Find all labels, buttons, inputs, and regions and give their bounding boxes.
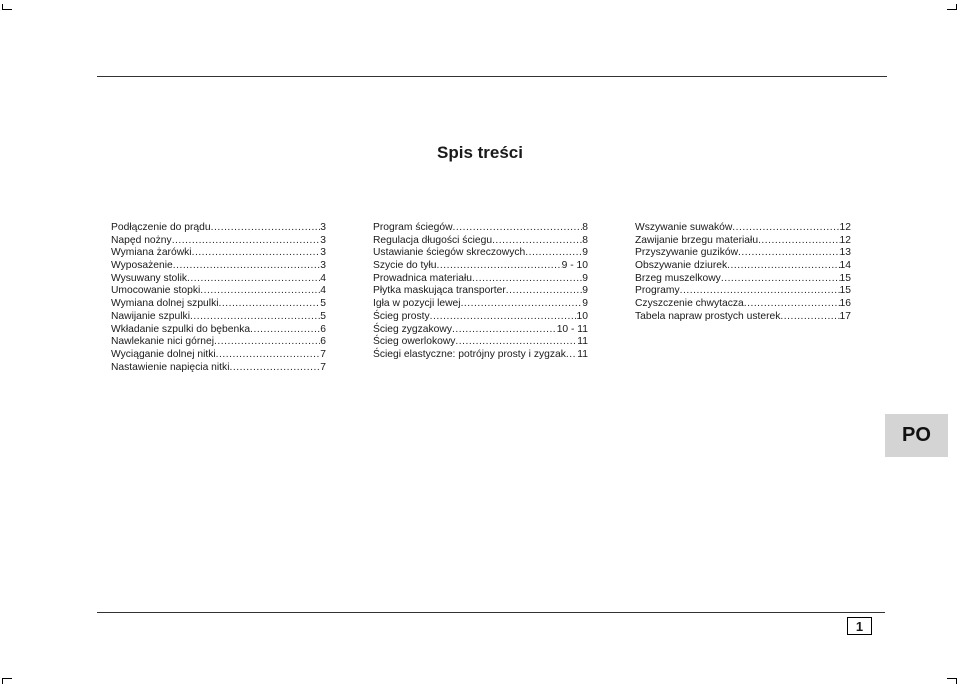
toc-entry-page: 10 - 11 <box>556 323 588 335</box>
toc-entry <box>373 247 588 260</box>
toc-entry <box>635 235 851 248</box>
toc-entry-page: 11 <box>577 348 588 360</box>
toc-entry-title: Wymiana żarówki <box>111 247 192 259</box>
toc-entry-title: Czyszczenie chwytacza <box>635 298 744 310</box>
dot-leader <box>721 273 840 286</box>
toc-entry-page: 7 <box>320 348 326 360</box>
toc-entry-title: Ścieg owerlokowy <box>373 336 456 348</box>
toc-entry-title: Brzeg muszelkowy <box>635 272 721 284</box>
toc-entry-title: Ścieg zygzakowy <box>373 323 452 335</box>
toc-entry <box>373 285 588 298</box>
toc-entry <box>111 362 326 375</box>
toc-entry-title: Tabela napraw prostych usterek <box>635 310 781 322</box>
header-rule <box>97 76 887 77</box>
toc-entry-page: 3 <box>320 247 326 259</box>
crop-mark-bottom-right <box>947 678 957 684</box>
dot-leader <box>780 311 839 324</box>
dot-leader <box>219 298 321 311</box>
toc-entry <box>111 247 326 260</box>
toc-entry-title: Wkładanie szpulki do bębenka <box>111 323 251 335</box>
toc-entry-page: 12 <box>839 234 851 246</box>
toc-entry <box>111 285 326 298</box>
toc-entry-page: 15 <box>839 285 851 297</box>
dot-leader <box>437 260 562 273</box>
toc-entry-page: 6 <box>320 336 326 348</box>
language-tab: PO <box>885 414 948 457</box>
toc-entry-title: Ścieg prosty <box>373 310 430 322</box>
toc-entry <box>373 324 588 337</box>
crop-mark-top-right <box>947 4 957 10</box>
dot-leader <box>455 336 577 349</box>
toc-entry-title: Płytka maskująca transporter <box>373 285 506 297</box>
crop-mark-bottom-left <box>2 678 12 684</box>
dot-leader <box>472 273 582 286</box>
dot-leader <box>738 247 840 260</box>
toc-entry-title: Zawijanie brzegu materiału <box>635 234 759 246</box>
dot-leader <box>192 247 321 260</box>
toc-entry-title: Nastawienie napięcia nitki <box>111 361 230 373</box>
toc-entry <box>111 273 326 286</box>
dot-leader <box>452 324 557 337</box>
toc-entry-page: 14 <box>839 260 851 272</box>
toc-entry <box>111 349 326 362</box>
toc-entry <box>635 222 851 235</box>
toc-entry-title: Wyciąganie dolnej nitki <box>111 348 216 360</box>
toc-entry-page: 7 <box>320 361 326 373</box>
toc-entry <box>373 349 588 362</box>
toc-entry <box>373 336 588 349</box>
toc-entry-title: Programy <box>635 285 680 297</box>
dot-leader <box>680 285 840 298</box>
toc-entry-title: Program ściegów <box>373 222 453 233</box>
toc-entry <box>111 336 326 349</box>
toc-entry-page: 9 - 10 <box>561 260 588 272</box>
toc-column-2 <box>373 222 588 362</box>
toc-entry-title: Ściegi elastyczne: potrójny prosty i zygzak <box>373 348 566 360</box>
dot-leader <box>506 285 582 298</box>
toc-entry <box>111 311 326 324</box>
toc-entry-title: Nawlekanie nici górnej <box>111 336 215 348</box>
toc-entry-page: 3 <box>320 234 326 246</box>
toc-entry-page: 15 <box>839 272 851 284</box>
toc-entry-title: Umocowanie stopki <box>111 285 201 297</box>
dot-leader <box>216 349 321 362</box>
dot-leader <box>229 362 320 375</box>
toc-entry-page: 16 <box>839 298 851 310</box>
toc-entry-page: 10 <box>576 310 588 322</box>
toc-entry-page: 5 <box>320 310 326 322</box>
dot-leader <box>172 235 321 248</box>
toc-entry-page: 17 <box>839 310 851 322</box>
toc-entry-page: 11 <box>577 336 588 348</box>
toc-entry-page: 12 <box>839 222 851 233</box>
toc-entry-page: 5 <box>320 298 326 310</box>
dot-leader <box>453 222 583 235</box>
dot-leader <box>187 273 320 286</box>
toc-entry-title: Szycie do tyłu <box>373 260 437 272</box>
page-number: 1 <box>847 617 872 635</box>
toc-entry <box>635 285 851 298</box>
toc-entry-title: Wymiana dolnej szpulki <box>111 298 219 310</box>
dot-leader <box>492 235 582 248</box>
toc-entry-title: Prowadnica materiału <box>373 272 473 284</box>
dot-leader <box>732 222 839 235</box>
toc-entry-title: Wszywanie suwaków <box>635 222 733 233</box>
toc-entry <box>111 235 326 248</box>
toc-entry <box>373 298 588 311</box>
toc-entry-page: 9 <box>582 247 588 259</box>
toc-entry-title: Nawijanie szpulki <box>111 310 190 322</box>
crop-mark-top-left <box>2 4 12 10</box>
toc-entry <box>373 222 588 235</box>
toc-entry <box>111 260 326 273</box>
toc-entry-page: 3 <box>320 222 326 233</box>
toc-entry <box>111 298 326 311</box>
dot-leader <box>250 324 320 337</box>
toc-entry-page: 9 <box>582 272 588 284</box>
toc-entry-page: 9 <box>582 285 588 297</box>
toc-entry-page: 8 <box>582 222 588 233</box>
dot-leader <box>566 349 577 362</box>
toc-entry <box>635 273 851 286</box>
toc-entry-page: 4 <box>320 285 326 297</box>
toc-entry <box>635 247 851 260</box>
toc-entry-title: Wysuwany stolik <box>111 272 188 284</box>
toc-entry-title: Igła w pozycji lewej <box>373 298 461 310</box>
dot-leader <box>211 222 321 235</box>
toc-column-3 <box>635 222 851 324</box>
dot-leader <box>173 260 321 273</box>
toc-entry <box>635 260 851 273</box>
toc-entry-page: 13 <box>839 247 851 259</box>
dot-leader <box>214 336 320 349</box>
toc-entry <box>635 311 851 324</box>
toc-entry-title: Napęd nożny <box>111 234 172 246</box>
dot-leader <box>727 260 839 273</box>
toc-entry-page: 4 <box>320 272 326 284</box>
toc-entry-title: Obszywanie dziurek <box>635 260 728 272</box>
dot-leader <box>744 298 840 311</box>
toc-entry-title: Podłączenie do prądu <box>111 222 211 233</box>
toc-entry <box>635 298 851 311</box>
dot-leader <box>461 298 583 311</box>
toc-entry-title: Przyszywanie guzików <box>635 247 739 259</box>
toc-entry-page: 9 <box>582 298 588 310</box>
toc-entry-title: Regulacja długości ściegu <box>373 234 493 246</box>
toc-entry-page: 8 <box>582 234 588 246</box>
toc-entry-title: Ustawianie ściegów skreczowych <box>373 247 526 259</box>
toc-column-1 <box>111 222 326 374</box>
toc-entry <box>373 260 588 273</box>
dot-leader <box>430 311 577 324</box>
page-title: Spis treści <box>437 143 523 162</box>
toc-entry <box>111 324 326 337</box>
toc-entry <box>111 222 326 235</box>
footer-rule <box>97 612 885 613</box>
toc-entry-page: 6 <box>320 323 326 335</box>
toc-entry-title: Wyposażenie <box>111 260 173 272</box>
toc-entry <box>373 273 588 286</box>
dot-leader <box>525 247 582 260</box>
dot-leader <box>758 235 839 248</box>
dot-leader <box>190 311 320 324</box>
toc-entry <box>373 311 588 324</box>
dot-leader <box>200 285 320 298</box>
toc-entry <box>373 235 588 248</box>
toc-entry-page: 3 <box>320 260 326 272</box>
